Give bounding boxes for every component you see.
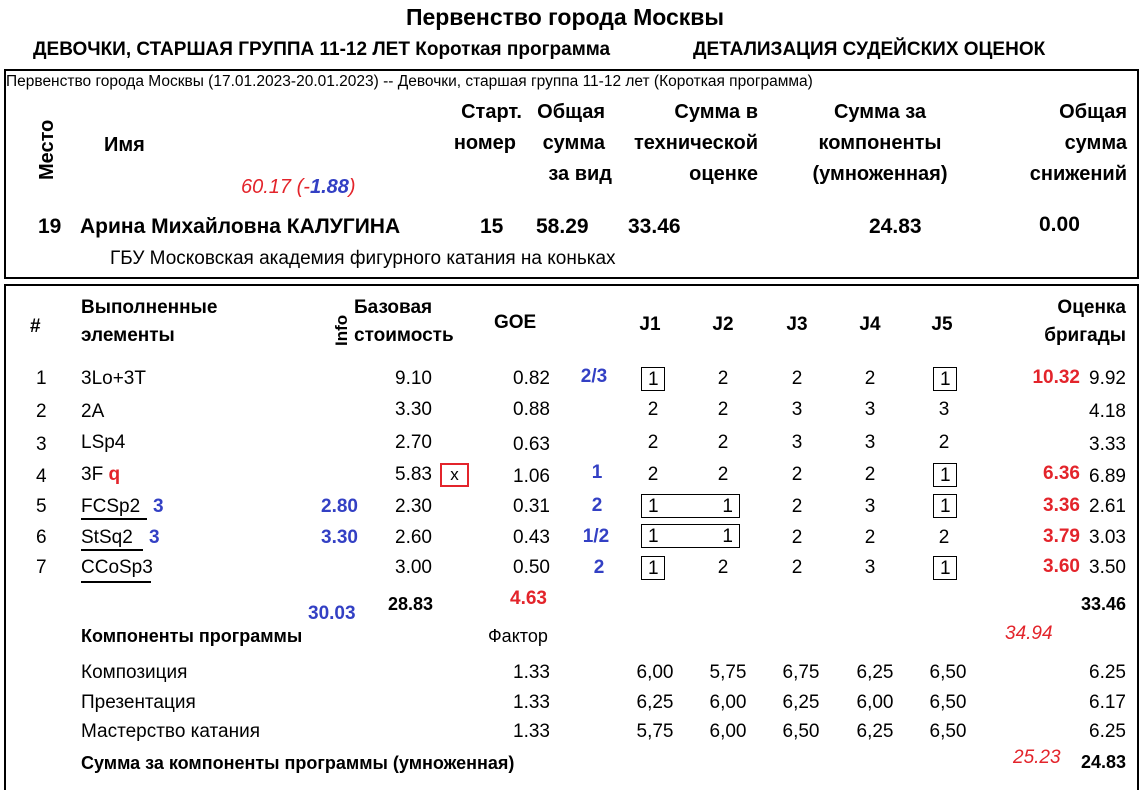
goe-ratio: 2 xyxy=(591,495,603,516)
judge-score: 6,25 xyxy=(856,721,894,742)
judge-score: 2 xyxy=(647,432,659,453)
bonus-marker: x xyxy=(440,463,469,487)
col-place-header: Место xyxy=(36,119,58,180)
goe-total: 4.63 xyxy=(510,588,547,609)
judge-score: 6,50 xyxy=(929,662,967,683)
col-tech-header-2: технической xyxy=(633,132,758,154)
element-num: 2 xyxy=(36,401,47,422)
judge-score-highlight: 1 xyxy=(933,463,957,487)
component-factor: 1.33 xyxy=(513,692,550,713)
page-subtitle: ДЕВОЧКИ, СТАРШАЯ ГРУППА 11-12 ЛЕТ Короткая программа xyxy=(33,39,611,60)
judge-score: 2 xyxy=(717,432,729,453)
elements-header-2: элементы xyxy=(81,325,175,346)
element-name: CCoSp3 xyxy=(81,557,153,578)
judge-score: 3 xyxy=(791,432,803,453)
j2-header: J2 xyxy=(712,314,734,335)
col-comp-header-3: (умноженная) xyxy=(812,163,948,185)
components-title: Компоненты программы xyxy=(81,626,303,646)
judge-score: 2 xyxy=(717,368,729,389)
element-num: 5 xyxy=(36,496,47,517)
goe-ratio: 1 xyxy=(591,462,603,483)
judge-score: 6,25 xyxy=(636,692,674,713)
j1-header: J1 xyxy=(639,314,661,335)
element-base: 5.83 xyxy=(395,464,432,485)
judge-score: 2 xyxy=(791,527,803,548)
club-name: ГБУ Московская академия фигурного катания на коньках xyxy=(110,248,616,269)
judge-score-highlight: 1 1 xyxy=(641,524,740,548)
pcs-label: Сумма за компоненты программы (умноженная) xyxy=(81,753,515,773)
judge-score: 6,00 xyxy=(636,662,674,683)
element-base: 3.00 xyxy=(395,557,432,578)
alt-element-score: 3.36 xyxy=(1043,495,1080,516)
element-mark: q xyxy=(108,464,121,485)
judge-score: 3 xyxy=(791,399,803,420)
goe-ratio: 2/3 xyxy=(580,366,608,387)
judge-score: 2 xyxy=(791,557,803,578)
judge-score: 3 xyxy=(864,432,876,453)
alt-element-score: 3.79 xyxy=(1043,526,1080,547)
pcs-total: 24.83 xyxy=(1080,752,1126,772)
total-score: 58.29 xyxy=(536,215,589,238)
col-tech-header-3: оценке xyxy=(689,163,758,185)
j3-header: J3 xyxy=(786,314,808,335)
judge-score: 3 xyxy=(938,399,950,420)
judge-score: 3 xyxy=(864,399,876,420)
alt-element-score: 6.36 xyxy=(1043,463,1080,484)
judge-score: 2 xyxy=(864,464,876,485)
col-name-header: Имя xyxy=(104,134,145,156)
col-total-header-2: сумма xyxy=(542,132,605,154)
element-underline xyxy=(81,549,143,551)
judge-score: 2 xyxy=(717,464,729,485)
element-num: 7 xyxy=(36,557,47,578)
judge-score: 2 xyxy=(717,399,729,420)
judge-score: 2 xyxy=(938,432,950,453)
judge-score-highlight: 1 xyxy=(933,556,957,580)
element-name: 3F xyxy=(81,464,104,485)
judge-score: 2 xyxy=(864,527,876,548)
alt-base-total: 30.03 xyxy=(308,603,356,624)
col-comp-header-2: компоненты xyxy=(818,132,942,154)
element-underline xyxy=(81,518,147,520)
factor-header: Фактор xyxy=(488,626,548,646)
element-base: 2.60 xyxy=(395,527,432,548)
base-header-1: Базовая xyxy=(354,297,433,318)
goe-header: GOE xyxy=(494,312,537,333)
judge-score: 2 xyxy=(791,496,803,517)
element-underline xyxy=(81,581,151,583)
element-name: FCSp2 xyxy=(81,496,141,517)
element-num: 1 xyxy=(36,368,47,389)
element-goe: 0.50 xyxy=(513,557,550,578)
panel-header-2: бригады xyxy=(1044,325,1126,346)
component-name: Мастерство катания xyxy=(81,721,260,742)
element-goe: 1.06 xyxy=(513,466,550,487)
tes-score: 33.46 xyxy=(628,215,681,238)
judge-score: 6,00 xyxy=(709,721,747,742)
col-ded-header-3: снижений xyxy=(1029,163,1127,185)
component-score: 6.17 xyxy=(1089,692,1126,713)
component-name: Композиция xyxy=(81,662,188,683)
element-goe: 0.31 xyxy=(513,496,550,517)
element-num: 4 xyxy=(36,466,47,487)
j5-header: J5 xyxy=(931,314,953,335)
element-name-cell xyxy=(81,464,120,486)
judge-score: 6,50 xyxy=(929,692,967,713)
judge-score: 5,75 xyxy=(636,721,674,742)
judge-score: 5,75 xyxy=(709,662,747,683)
alt-pcs: 25.23 xyxy=(1013,747,1061,768)
place-value: 19 xyxy=(38,215,62,238)
judge-score: 6,50 xyxy=(929,721,967,742)
col-comp-header-1: Сумма за xyxy=(833,101,927,123)
info-header: Info xyxy=(332,314,351,346)
element-name: LSp4 xyxy=(81,432,126,453)
component-score: 6.25 xyxy=(1089,721,1126,742)
base-header-2: стоимость xyxy=(354,325,454,346)
pcs-score: 24.83 xyxy=(869,215,922,238)
judge-score: 3 xyxy=(864,496,876,517)
element-name: StSq2 xyxy=(81,527,133,548)
element-score: 4.18 xyxy=(1089,401,1126,422)
col-total-header-3: за вид xyxy=(548,163,612,185)
judge-score: 6,50 xyxy=(782,721,820,742)
element-base: 2.30 xyxy=(395,496,432,517)
element-score: 3.33 xyxy=(1089,434,1126,455)
base-total: 28.83 xyxy=(388,594,434,614)
col-start-header-1: Старт. xyxy=(461,101,522,123)
goe-ratio: 2 xyxy=(593,557,605,578)
start-number: 15 xyxy=(480,215,504,238)
judge-score: 6,75 xyxy=(782,662,820,683)
element-score: 3.03 xyxy=(1089,527,1126,548)
element-score: 9.92 xyxy=(1089,368,1126,389)
element-score: 6.89 xyxy=(1089,466,1126,487)
alt-element-score: 10.32 xyxy=(1032,367,1080,388)
judge-score-highlight: 1 xyxy=(641,367,665,391)
alt-element-score: 3.60 xyxy=(1043,556,1080,577)
judge-score-highlight: 1 1 xyxy=(641,494,740,518)
element-goe: 0.82 xyxy=(513,368,550,389)
element-base: 9.10 xyxy=(395,368,432,389)
judge-score-highlight: 1 xyxy=(933,494,957,518)
judge-score: 2 xyxy=(647,399,659,420)
deductions-score: 0.00 xyxy=(1039,213,1080,236)
details-frame xyxy=(4,284,1139,790)
element-goe: 0.63 xyxy=(513,434,550,455)
judge-score: 2 xyxy=(938,527,950,548)
event-line: Первенство города Москвы (17.01.2023-20.01.2023) -- Девочки, старшая группа 11-12 лет (Короткая программа) xyxy=(6,73,813,90)
component-name: Презентация xyxy=(81,692,196,713)
element-score: 2.61 xyxy=(1089,496,1126,517)
judge-score: 2 xyxy=(864,368,876,389)
report-type: ДЕТАЛИЗАЦИЯ СУДЕЙСКИХ ОЦЕНОК xyxy=(693,39,1046,60)
element-level: 3 xyxy=(153,496,164,517)
element-level: 3 xyxy=(149,527,160,548)
judge-score: 2 xyxy=(791,464,803,485)
alt-base: 3.30 xyxy=(321,527,358,548)
judge-score-highlight: 1 xyxy=(933,367,957,391)
judge-score-highlight: 1 xyxy=(641,556,665,580)
component-score: 6.25 xyxy=(1089,662,1126,683)
element-name: 2A xyxy=(81,401,105,422)
judge-score: 2 xyxy=(717,557,729,578)
alt-total-note: 60.17 (-1.88) xyxy=(241,176,356,198)
alt-base: 2.80 xyxy=(321,496,358,517)
judge-score: 6,25 xyxy=(782,692,820,713)
component-factor: 1.33 xyxy=(513,721,550,742)
col-total-header-1: Общая xyxy=(537,101,605,123)
element-num: 6 xyxy=(36,527,47,548)
element-base: 2.70 xyxy=(395,432,432,453)
judge-score: 3 xyxy=(864,557,876,578)
component-factor: 1.33 xyxy=(513,662,550,683)
judge-score: 6,00 xyxy=(856,692,894,713)
col-tech-header-1: Сумма в xyxy=(674,101,758,123)
page-title: Первенство города Москвы xyxy=(405,4,725,30)
element-goe: 0.43 xyxy=(513,527,550,548)
judge-score: 2 xyxy=(791,368,803,389)
element-name: 3Lo+3T xyxy=(81,368,146,389)
skater-name: Арина Михайловна КАЛУГИНА xyxy=(80,215,401,238)
num-header: # xyxy=(30,316,41,337)
judge-score: 2 xyxy=(647,464,659,485)
col-start-header-2: номер xyxy=(453,132,516,154)
element-score: 3.50 xyxy=(1089,557,1126,578)
element-goe: 0.88 xyxy=(513,399,550,420)
j4-header: J4 xyxy=(859,314,881,335)
col-ded-header-2: сумма xyxy=(1064,132,1127,154)
elements-header-1: Выполненные xyxy=(81,297,218,318)
alt-components-total: 34.94 xyxy=(1005,623,1053,644)
col-ded-header-1: Общая xyxy=(1059,101,1127,123)
panel-header-1: Оценка xyxy=(1057,297,1126,318)
judge-score: 6,25 xyxy=(856,662,894,683)
tes-total: 33.46 xyxy=(1080,594,1126,614)
element-base: 3.30 xyxy=(395,399,432,420)
element-num: 3 xyxy=(36,434,47,455)
goe-ratio: 1/2 xyxy=(582,526,610,547)
judge-score: 6,00 xyxy=(709,692,747,713)
